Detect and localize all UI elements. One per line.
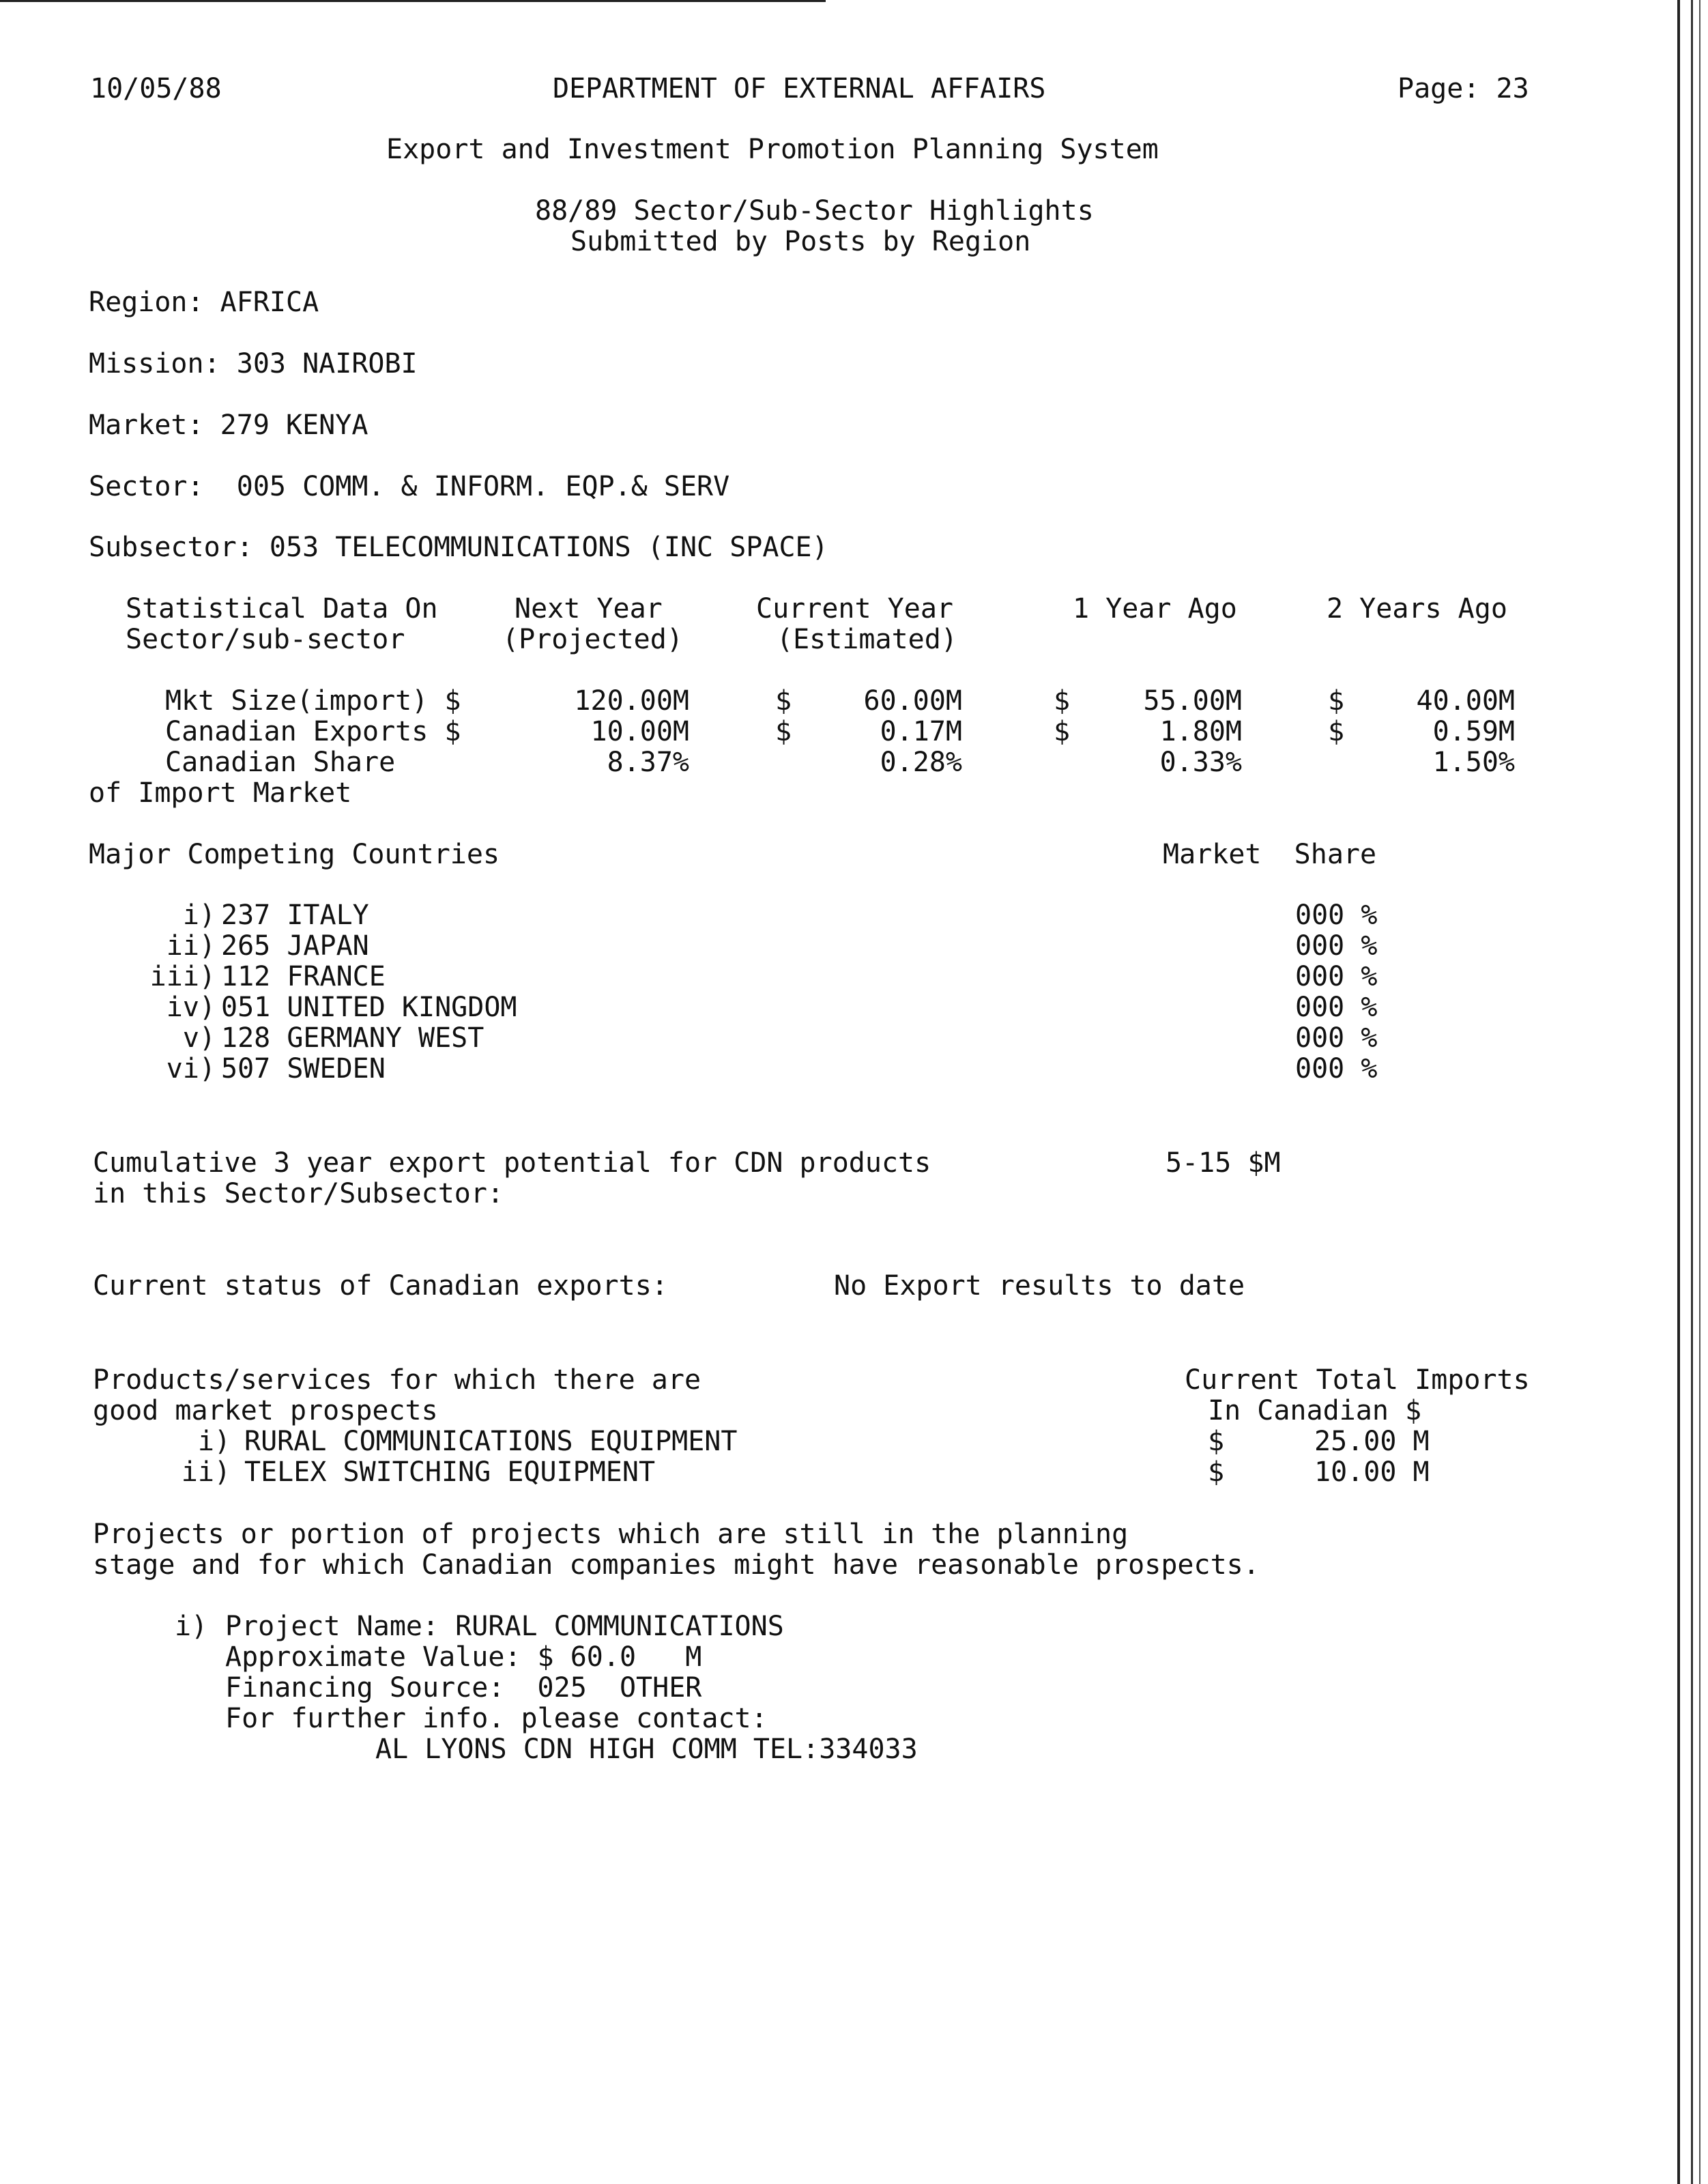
stats-header: Sector/sub-sector — [126, 624, 405, 655]
products-label: good market prospects — [93, 1395, 438, 1426]
value-cell: 1.50% — [1432, 747, 1515, 778]
sector: Sector: 005 COMM. & INFORM. EQP.& SERV — [89, 471, 730, 502]
country-name: 265 JAPAN — [221, 930, 369, 962]
value-cell: 60.00M — [863, 685, 962, 717]
row-label: Canadian Exports $ — [165, 716, 461, 747]
contact-info: AL LYONS CDN HIGH COMM TEL:334033 — [375, 1734, 918, 1765]
stats-header: 2 Years Ago — [1327, 593, 1507, 624]
currency-cell: $ — [1208, 1456, 1225, 1488]
potential-label: in this Sector/Subsector: — [93, 1178, 504, 1209]
product-name: RURAL COMMUNICATIONS EQUIPMENT — [244, 1426, 738, 1457]
value-cell: 0.28% — [880, 747, 962, 778]
value-cell: 10.00M — [590, 716, 689, 747]
country-name: 051 UNITED KINGDOM — [221, 992, 517, 1023]
product-value: 10.00 M — [1314, 1456, 1430, 1488]
item-number: i) — [182, 900, 216, 931]
currency-cell: $ — [1054, 716, 1071, 747]
currency-cell: $ — [775, 685, 792, 717]
country-name: 237 ITALY — [221, 900, 369, 931]
projects-label: Projects or portion of projects which are still in the planning — [93, 1519, 1129, 1550]
mission: Mission: 303 NAIROBI — [89, 348, 418, 379]
item-number: vi) — [166, 1053, 216, 1084]
competitors-title: Major Competing Countries — [89, 839, 500, 870]
product-name: TELEX SWITCHING EQUIPMENT — [244, 1456, 656, 1488]
country-share: 000 % — [1295, 930, 1378, 962]
value-cell: 120.00M — [574, 685, 689, 717]
currency-cell: $ — [1328, 716, 1345, 747]
item-number: ii) — [181, 1456, 231, 1488]
country-share: 000 % — [1295, 1053, 1378, 1084]
status-label: Current status of Canadian exports: — [93, 1270, 668, 1302]
stats-header: Current Year — [756, 593, 953, 624]
subsector: Subsector: 053 TELECOMMUNICATIONS (INC SPACE) — [89, 532, 828, 563]
share-note: of Import Market — [89, 777, 352, 809]
item-number: iii) — [149, 961, 216, 992]
imports-header: Current Total Imports — [1185, 1364, 1530, 1396]
status-value: No Export results to date — [834, 1270, 1245, 1302]
value-cell: 1.80M — [1159, 716, 1242, 747]
financing-source: Financing Source: 025 OTHER — [225, 1672, 702, 1704]
country-share: 000 % — [1295, 961, 1378, 992]
country-share: 000 % — [1295, 1022, 1378, 1054]
currency-cell: $ — [1054, 685, 1071, 717]
market: Market: 279 KENYA — [89, 410, 368, 441]
potential-label: Cumulative 3 year export potential for CDN products — [93, 1147, 931, 1179]
page-number: Page: 23 — [1398, 73, 1529, 104]
value-cell: 0.17M — [880, 716, 962, 747]
row-label: Canadian Share — [165, 747, 396, 778]
project-value: Approximate Value: $ 60.0 M — [225, 1641, 702, 1673]
page-right-edge — [1699, 0, 1700, 2184]
report-title: 88/89 Sector/Sub-Sector Highlights — [535, 195, 1094, 227]
region: Region: AFRICA — [89, 287, 319, 318]
currency-cell: $ — [1208, 1426, 1225, 1457]
project-name: Project Name: RURAL COMMUNICATIONS — [225, 1611, 784, 1642]
item-number: iv) — [166, 992, 216, 1023]
item-number: v) — [182, 1022, 216, 1054]
country-name: 507 SWEDEN — [221, 1053, 386, 1084]
stats-header: 1 Year Ago — [1073, 593, 1237, 624]
item-number: i) — [175, 1611, 208, 1642]
report-subtitle: Submitted by Posts by Region — [570, 226, 1031, 257]
projects-label: stage and for which Canadian companies might have reasonable prospects. — [93, 1549, 1260, 1581]
value-cell: 0.33% — [1159, 747, 1242, 778]
item-number: ii) — [166, 930, 216, 962]
value-cell: 0.59M — [1432, 716, 1515, 747]
value-cell: 55.00M — [1143, 685, 1242, 717]
products-label: Products/services for which there are — [93, 1364, 701, 1396]
report-date: 10/05/88 — [90, 73, 222, 104]
item-number: i) — [197, 1426, 231, 1457]
currency-cell: $ — [1328, 685, 1345, 717]
page-top-edge — [0, 0, 826, 2]
system-title: Export and Investment Promotion Planning System — [386, 134, 1159, 165]
country-share: 000 % — [1295, 900, 1378, 931]
stats-header: (Estimated) — [777, 624, 957, 655]
stats-header: (Projected) — [502, 624, 683, 655]
value-cell: 40.00M — [1416, 685, 1515, 717]
currency-cell: $ — [775, 716, 792, 747]
country-name: 112 FRANCE — [221, 961, 386, 992]
market-share-header: Market Share — [1163, 839, 1377, 870]
value-cell: 8.37% — [607, 747, 689, 778]
potential-value: 5-15 $M — [1166, 1147, 1281, 1179]
country-name: 128 GERMANY WEST — [221, 1022, 484, 1054]
country-share: 000 % — [1295, 992, 1378, 1023]
department-title: DEPARTMENT OF EXTERNAL AFFAIRS — [553, 73, 1046, 104]
product-value: 25.00 M — [1314, 1426, 1430, 1457]
page-right-edge — [1677, 0, 1680, 2184]
imports-header: In Canadian $ — [1208, 1395, 1422, 1426]
stats-header: Next Year — [515, 593, 663, 624]
contact-label: For further info. please contact: — [225, 1703, 768, 1734]
row-label: Mkt Size(import) $ — [165, 685, 461, 717]
stats-header: Statistical Data On — [126, 593, 438, 624]
page-right-edge — [1691, 0, 1693, 2184]
